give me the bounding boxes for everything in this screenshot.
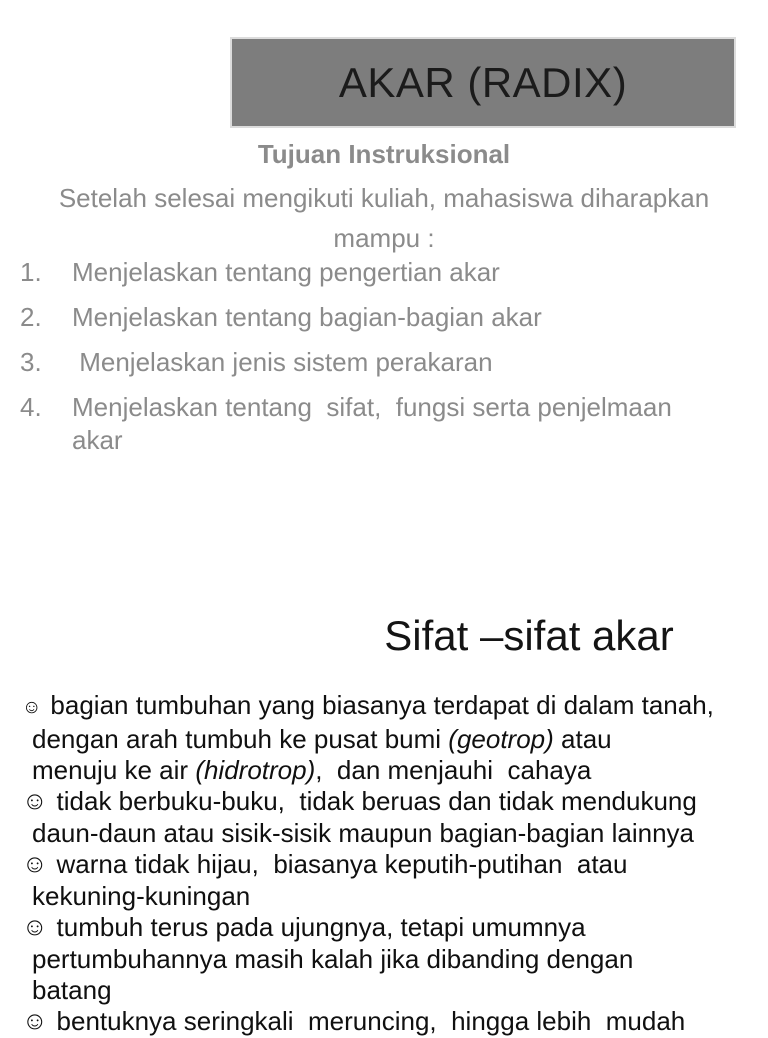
bullet-text: , dan menjauhi cahaya	[315, 755, 592, 785]
list-item-text	[72, 301, 542, 334]
bullet-text: bagian tumbuhan yang biasanya terdapat di dalam tanah,	[50, 690, 714, 720]
bullet-text: (geotrop)	[448, 724, 554, 754]
smiley-face-icon: ☺	[22, 913, 48, 941]
bullet-text: pertumbuhannya masih kalah jika dibanding dengan	[32, 944, 634, 974]
bullet-text: daun-daun atau sisik-sisik maupun bagian-bagian lainnya	[32, 818, 694, 848]
bullet-text: kekuning-kuningan	[32, 881, 251, 911]
smiley-face-icon: ☺	[22, 697, 42, 718]
bullet-line	[0, 1006, 768, 1038]
bullet-item	[0, 786, 768, 849]
list-item-number: 3.	[20, 347, 42, 377]
intro-paragraph	[0, 178, 768, 258]
list-item-text	[72, 346, 493, 379]
list-item	[20, 301, 750, 334]
bullet-line	[0, 944, 768, 975]
list-item-number: 4.	[20, 392, 42, 422]
list-item-line: Menjelaskan jenis sistem perakaran	[72, 347, 493, 377]
intro-line: Setelah selesai mengikuti kuliah, mahasiswa diharapkan	[58, 183, 710, 213]
list-item-line: Menjelaskan tentang bagian-bagian akar	[72, 302, 542, 332]
bullet-text: menuju ke air	[32, 755, 196, 785]
smiley-face-icon: ☺	[22, 1007, 48, 1035]
bullet-text: bentuknya seringkali meruncing, hingga lebih mudah	[56, 1006, 686, 1036]
list-item-number: 1.	[20, 257, 42, 287]
list-item-number: 2.	[20, 302, 42, 332]
list-item	[20, 391, 750, 457]
list-item	[20, 256, 750, 289]
bullet-list	[0, 690, 768, 1038]
bullet-text: warna tidak hijau, biasanya keputih-putihan atau	[56, 849, 628, 879]
bullet-item	[0, 849, 768, 912]
smiley-face-icon: ☺	[22, 787, 48, 815]
bullet-line	[0, 975, 768, 1006]
slide-sifat-akar	[0, 576, 768, 1036]
bullet-text: tidak berbuku-buku, tidak beruas dan tidak mendukung	[56, 786, 697, 816]
bullet-text: tumbuh terus pada ujungnya, tetapi umumnya	[56, 912, 586, 942]
bullet-line	[0, 881, 768, 912]
slide-title-box	[230, 37, 736, 128]
bullet-text: batang	[32, 975, 112, 1005]
bullet-line	[0, 690, 768, 724]
list-item-line: akar	[72, 425, 123, 455]
bullet-line	[0, 786, 768, 818]
bullet-line	[0, 818, 768, 849]
page-title: Sifat –sifat akar	[384, 612, 674, 659]
section-subtitle: Tujuan Instruksional	[257, 139, 511, 169]
smiley-face-icon: ☺	[22, 850, 48, 878]
bullet-text: atau	[553, 724, 612, 754]
list-item-text	[72, 256, 500, 289]
list-item-line: Menjelaskan tentang sifat, fungsi serta penjelmaan	[72, 392, 672, 422]
bullet-text: (hidrotrop)	[195, 755, 316, 785]
intro-line: mampu :	[333, 223, 435, 253]
list-item	[20, 346, 750, 379]
bullet-line	[0, 849, 768, 881]
bullet-line	[0, 724, 768, 755]
list-item-text	[72, 391, 672, 457]
bullet-text: dengan arah tumbuh ke pusat bumi	[32, 724, 449, 754]
bullet-line	[0, 755, 768, 786]
bullet-item	[0, 690, 768, 786]
objectives-list	[20, 256, 750, 469]
slide-title: AKAR (RADIX)	[338, 58, 628, 106]
bullet-item	[0, 1006, 768, 1038]
bullet-line	[0, 912, 768, 944]
bullet-item	[0, 912, 768, 1006]
list-item-line: Menjelaskan tentang pengertian akar	[72, 257, 500, 287]
